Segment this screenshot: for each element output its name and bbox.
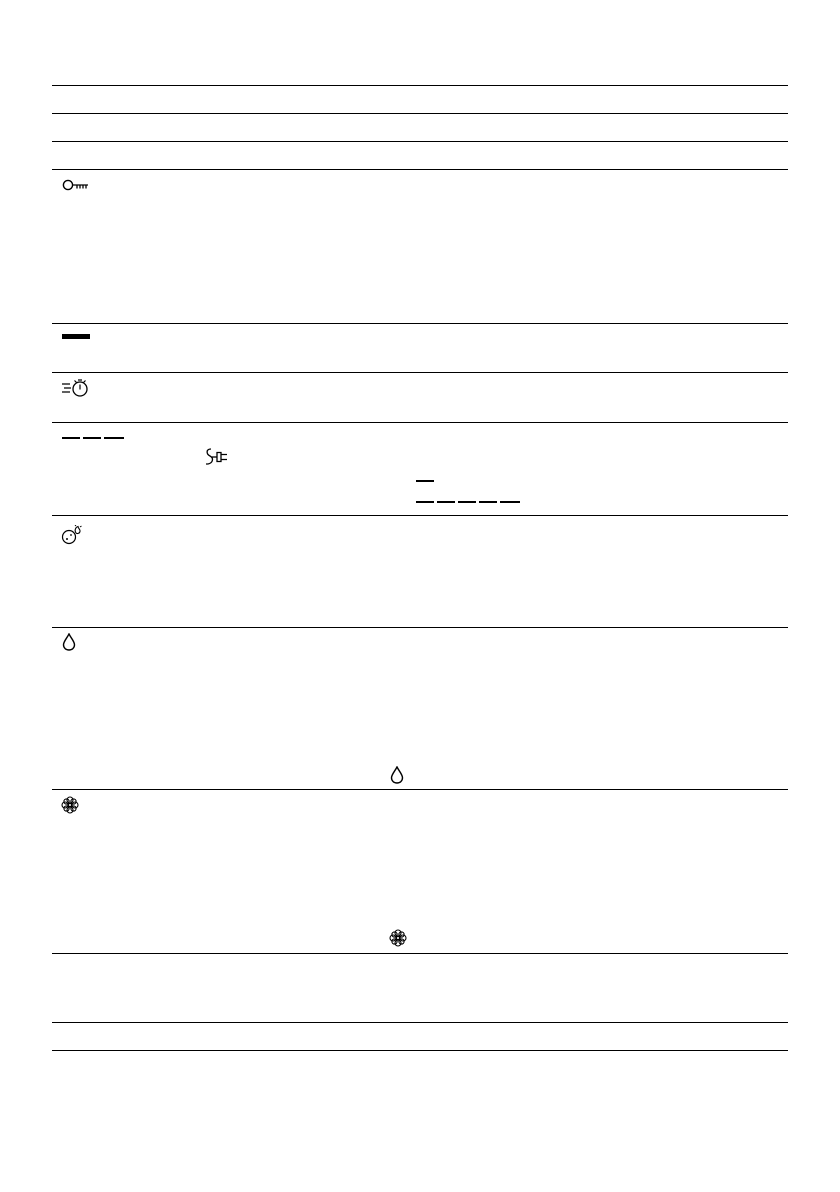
rinse-aid-flower-icon xyxy=(61,796,79,814)
table-rule xyxy=(52,141,788,142)
table-rule xyxy=(52,372,788,373)
table-rule xyxy=(52,169,788,170)
table-rule xyxy=(52,422,788,423)
table-rule xyxy=(52,627,788,628)
table-rule xyxy=(52,953,788,954)
power-plug-icon xyxy=(204,448,232,466)
five-dashes-icon xyxy=(416,501,522,505)
cleaning-tablet-icon xyxy=(61,525,83,545)
key-icon xyxy=(62,178,90,192)
table-rule xyxy=(52,323,788,324)
solid-bar-icon xyxy=(62,334,90,340)
water-drop-icon xyxy=(62,633,76,651)
water-drop-icon xyxy=(390,766,404,784)
table-rule xyxy=(52,515,788,516)
fast-timer-icon xyxy=(62,378,90,398)
single-dash-icon xyxy=(416,480,436,484)
table-rule xyxy=(52,1022,788,1023)
table-rule xyxy=(52,85,788,86)
three-dashes-icon xyxy=(62,437,126,441)
table-rule xyxy=(52,1050,788,1051)
rinse-aid-flower-icon xyxy=(389,929,407,947)
table-rule xyxy=(52,113,788,114)
table-rule xyxy=(52,789,788,790)
